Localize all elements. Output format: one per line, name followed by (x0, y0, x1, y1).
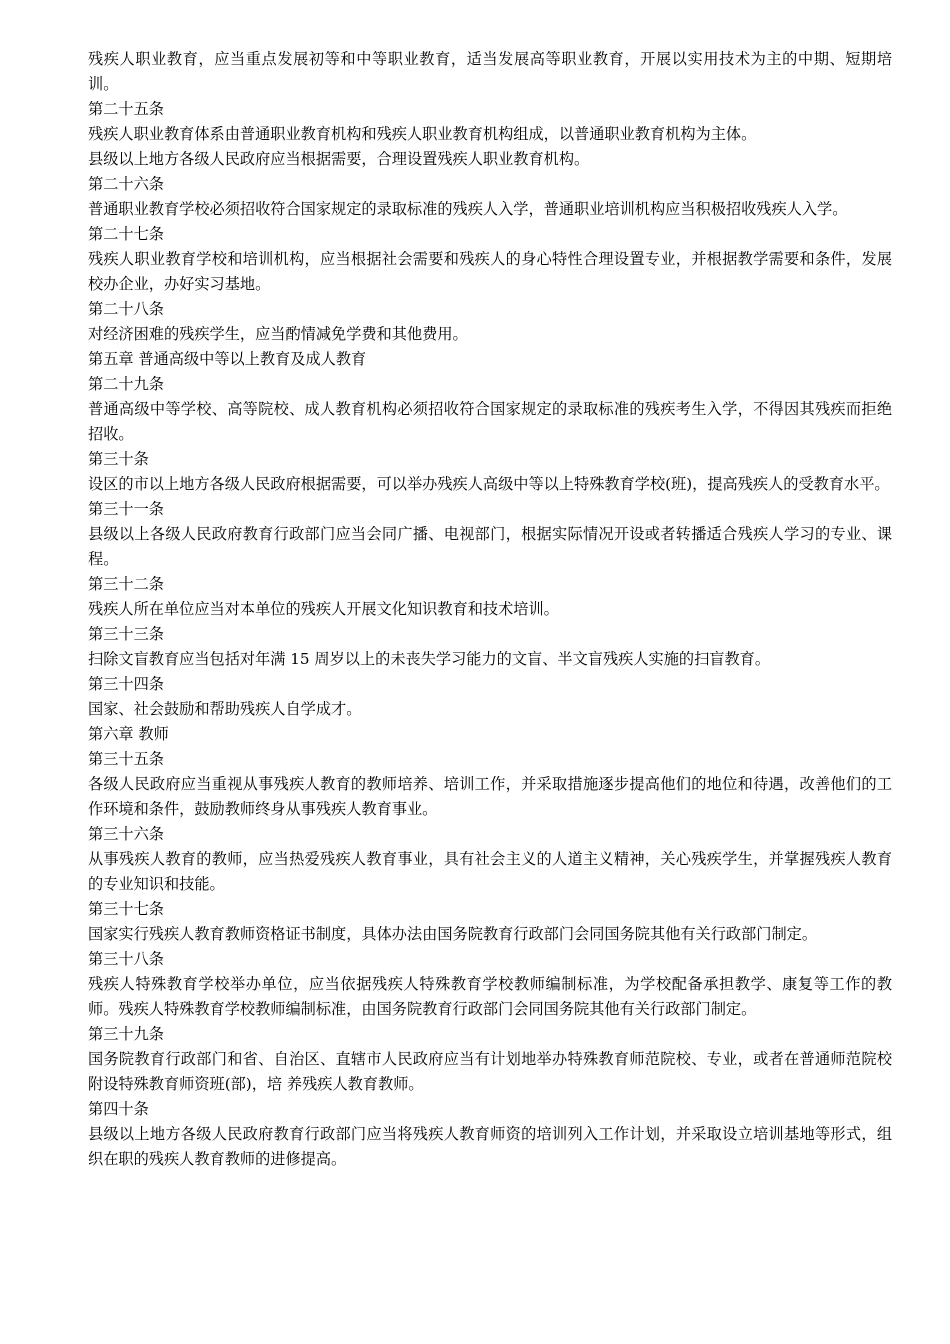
article-heading: 第三十八条 (88, 950, 164, 968)
article-heading: 第二十九条 (88, 375, 164, 393)
article-heading: 第三十三条 (88, 625, 164, 643)
paragraph: 从事残疾人教育的教师，应当热爱残疾人教育事业，具有社会主义的人道主义精神，关心残疾学生，并掌握残疾人教育的专业知识和技能。 (88, 850, 892, 893)
paragraph: 对经济困难的残疾学生，应当酌情减免学费和其他费用。 (88, 325, 468, 343)
paragraph: 国家实行残疾人教育教师资格证书制度，具体办法由国务院教育行政部门会同国务院其他有关行政部门制定。 (88, 925, 817, 943)
document-page (88, 47, 892, 1172)
article-heading: 第二十八条 (88, 300, 164, 318)
article-heading: 第二十七条 (88, 225, 164, 243)
article-heading: 第三十六条 (88, 825, 164, 843)
article-heading: 第三十一条 (88, 500, 164, 518)
paragraph: 残疾人职业教育学校和培训机构，应当根据社会需要和残疾人的身心特性合理设置专业，并根据教学需要和条件，发展校办企业，办好实习基地。 (88, 250, 892, 293)
article-heading: 第三十条 (88, 450, 149, 468)
article-heading: 第三十五条 (88, 750, 164, 768)
paragraph: 国务院教育行政部门和省、自治区、直辖市人民政府应当有计划地举办特殊教育师范院校、专业，或者在普通师范院校附设特殊教育师资班(部)，培 养残疾人教育教师。 (88, 1050, 892, 1093)
paragraph: 残疾人特殊教育学校举办单位，应当依据残疾人特殊教育学校教师编制标准，为学校配备承担教学、康复等工作的教师。残疾人特殊教育学校教师编制标准，由国务院教育行政部门会同国务院其他有关行政部门制定。 (88, 975, 892, 1018)
article-heading: 第三十七条 (88, 900, 164, 918)
paragraph: 残疾人所在单位应当对本单位的残疾人开展文化知识教育和技术培训。 (88, 600, 559, 618)
article-heading: 第三十四条 (88, 675, 164, 693)
chapter-heading: 第六章 教师 (88, 725, 169, 743)
article-heading: 第三十九条 (88, 1025, 164, 1043)
paragraph: 县级以上各级人民政府教育行政部门应当会同广播、电视部门，根据实际情况开设或者转播适合残疾人学习的专业、课程。 (88, 525, 892, 568)
paragraph: 设区的市以上地方各级人民政府根据需要，可以举办残疾人高级中等以上特殊教育学校(班)，提高残疾人的受教育水平。 (88, 475, 890, 493)
paragraph: 各级人民政府应当重视从事残疾人教育的教师培养、培训工作，并采取措施逐步提高他们的地位和待遇，改善他们的工作环境和条件，鼓励教师终身从事残疾人教育事业。 (88, 775, 892, 818)
article-heading: 第四十条 (88, 1100, 149, 1118)
paragraph: 扫除文盲教育应当包括对年满 15 周岁以上的未丧失学习能力的文盲、半文盲残疾人实施的扫盲教育。 (88, 650, 771, 668)
article-heading: 第二十五条 (88, 100, 164, 118)
chapter-heading: 第五章 普通高级中等以上教育及成人教育 (88, 350, 367, 368)
paragraph: 县级以上地方各级人民政府教育行政部门应当将残疾人教育师资的培训列入工作计划，并采取设立培训基地等形式，组织在职的残疾人教育教师的进修提高。 (88, 1125, 892, 1168)
paragraph: 残疾人职业教育，应当重点发展初等和中等职业教育，适当发展高等职业教育，开展以实用技术为主的中期、短期培训。 (88, 50, 892, 93)
article-heading: 第三十二条 (88, 575, 164, 593)
paragraph: 残疾人职业教育体系由普通职业教育机构和残疾人职业教育机构组成，以普通职业教育机构为主体。 (88, 125, 757, 143)
article-heading: 第二十六条 (88, 175, 164, 193)
paragraph: 普通职业教育学校必须招收符合国家规定的录取标准的残疾人入学，普通职业培训机构应当积极招收残疾人入学。 (88, 200, 848, 218)
paragraph: 国家、社会鼓励和帮助残疾人自学成才。 (88, 700, 362, 718)
paragraph: 普通高级中等学校、高等院校、成人教育机构必须招收符合国家规定的录取标准的残疾考生入学，不得因其残疾而拒绝招收。 (88, 400, 892, 443)
paragraph: 县级以上地方各级人民政府应当根据需要，合理设置残疾人职业教育机构。 (88, 150, 590, 168)
